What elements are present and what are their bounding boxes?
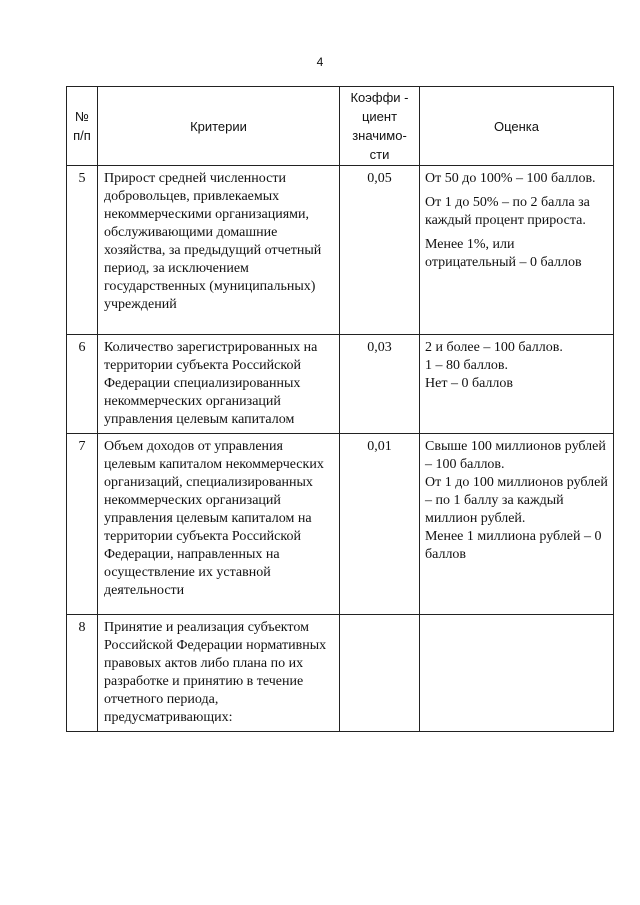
- evaluation-line: От 50 до 100% – 100 баллов.: [425, 171, 596, 186]
- row-criteria: Объем доходов от управления целевым капиталом некоммерческих организаций, специализированных некоммерческих организаций управления целевым капиталом на территории субъекта Российской Федерации, направленных на осуществление их уставной деятельности: [98, 434, 340, 615]
- header-criteria: Критерии: [98, 87, 340, 166]
- row-evaluation: [420, 615, 614, 732]
- header-evaluation: Оценка: [420, 87, 614, 166]
- row-evaluation: [420, 166, 614, 335]
- row-coefficient: 0,05: [340, 166, 420, 335]
- table-row: [67, 615, 614, 732]
- criteria-table: [66, 86, 614, 732]
- table-row: [67, 434, 614, 615]
- evaluation-line: Нет – 0 баллов: [425, 376, 513, 391]
- header-num-line: №: [75, 109, 89, 124]
- row-evaluation: [420, 434, 614, 615]
- header-coefficient: [340, 87, 420, 166]
- header-num: [67, 87, 98, 166]
- row-number: 5: [67, 166, 98, 335]
- table-row: [67, 166, 614, 335]
- row-number: 7: [67, 434, 98, 615]
- header-num-line: п/п: [73, 128, 91, 143]
- table-header-row: [67, 87, 614, 166]
- evaluation-line: От 1 до 100 миллионов рублей – по 1 баллу за каждый миллион рублей.: [425, 475, 608, 526]
- table-row: [67, 335, 614, 434]
- evaluation-line: От 1 до 50% – по 2 балла за каждый процент прироста.: [425, 195, 590, 228]
- page-number: 4: [316, 55, 324, 69]
- header-coef-line: значимо-: [352, 128, 407, 143]
- row-number: 8: [67, 615, 98, 732]
- evaluation-line: Менее 1 миллиона рублей – 0 баллов: [425, 529, 602, 562]
- row-number: 6: [67, 335, 98, 434]
- evaluation-line: Менее 1%, или отрицательный – 0 баллов: [425, 237, 582, 270]
- header-coef-line: циент: [361, 109, 398, 124]
- evaluation-line: Свыше 100 миллионов рублей – 100 баллов.: [425, 439, 606, 472]
- row-criteria: Прирост средней численности добровольцев, привлекаемых некоммерческими организациями, обслуживающими домашние хозяйства, за предыдущий отчетный период, за исключением государственных (муниципальных) учреждений: [98, 166, 340, 335]
- row-coefficient: 0,01: [340, 434, 420, 615]
- row-coefficient: 0,03: [340, 335, 420, 434]
- header-coef-line: сти: [369, 147, 390, 162]
- row-criteria: Количество зарегистрированных на территории субъекта Российской Федерации специализированных некоммерческих организаций управления целевым капиталом: [98, 335, 340, 434]
- row-coefficient: [340, 615, 420, 732]
- header-coef-line: Коэффи -: [350, 90, 409, 105]
- row-criteria: Принятие и реализация субъектом Российской Федерации нормативных правовых актов либо плана по их разработке и принятию в течение отчетного периода, предусматривающих:: [98, 615, 340, 732]
- evaluation-line: 2 и более – 100 баллов.: [425, 340, 563, 355]
- row-evaluation: [420, 335, 614, 434]
- evaluation-line: 1 – 80 баллов.: [425, 358, 509, 373]
